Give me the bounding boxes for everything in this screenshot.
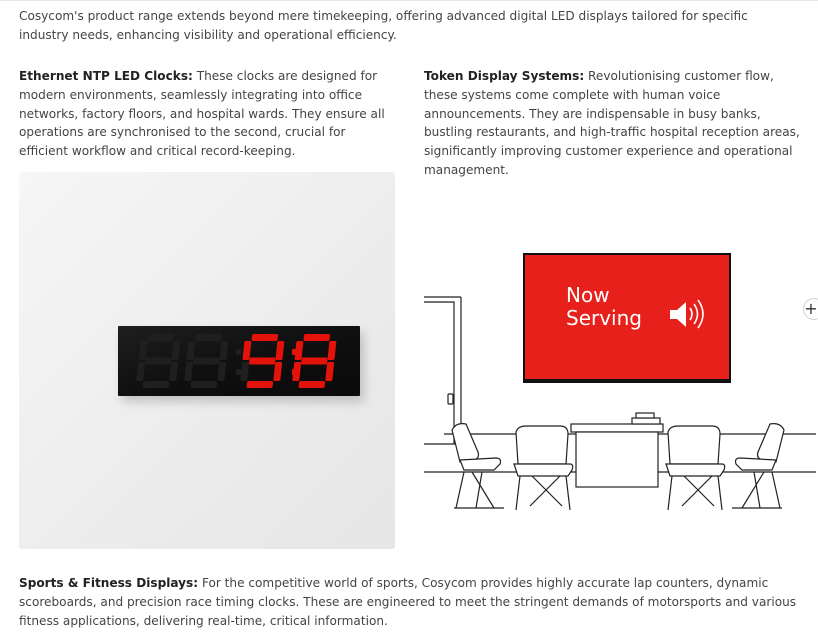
top-divider	[0, 0, 818, 1]
side-expand-button[interactable]: +	[803, 298, 818, 320]
token-display-heading: Token Display Systems:	[424, 69, 585, 83]
sports-fitness-heading: Sports & Fitness Displays:	[19, 576, 199, 590]
clock-colon-dim-1	[236, 349, 241, 355]
led-clock-image	[19, 172, 395, 549]
clock-digit-4-segment-a	[303, 334, 330, 341]
led-clock-device	[118, 326, 360, 396]
ethernet-ntp-clocks-paragraph	[19, 67, 397, 161]
clock-digit-1-segment-g	[145, 358, 172, 365]
screen-line-2: Serving	[566, 306, 642, 330]
sports-fitness-body: For the competitive world of sports, Cosycom provides highly accurate lap counters, dynamic scoreboards, and precision race timing clocks. These are engineered to meet the stringent demands of motorsports and various fitness applications, delivering real-time, critical information.	[19, 576, 797, 628]
clock-colon-lit-2	[292, 369, 297, 375]
led-clock-digits	[118, 326, 360, 396]
clock-colon-lit-1	[292, 349, 297, 355]
ethernet-ntp-clocks-body: These clocks are designed for modern environments, seamlessly integrating into office networks, factory floors, and hospital wards. They ensure all operations are synchronised to the second, crucial for efficient workflow and critical record-keeping.	[19, 69, 385, 159]
clock-digit-1-segment-d	[142, 381, 169, 388]
ethernet-ntp-clocks-heading: Ethernet NTP LED Clocks:	[19, 69, 193, 83]
reception-desk	[571, 413, 663, 487]
sports-fitness-paragraph	[19, 574, 809, 630]
token-display-paragraph	[424, 67, 802, 180]
clock-digit-3-segment-d	[246, 381, 273, 388]
token-display-body: Revolutionising customer flow, these systems come complete with human voice announcements. They are indispensable in busy banks, bustling restaurants, and high-traffic hospital reception areas, significantly improving customer experience and operational management.	[424, 69, 800, 177]
clock-digit-4-segment-g	[301, 358, 328, 365]
screen-line-1: Now	[566, 283, 610, 307]
clock-digit-3-segment-a	[251, 334, 278, 341]
now-serving-screen	[523, 253, 731, 383]
clock-digit-4-segment-d	[298, 381, 325, 388]
clock-digit-2-segment-g	[193, 358, 220, 365]
intro-paragraph: Cosycom's product range extends beyond mere timekeeping, offering advanced digital LED displays tailored for specific industry needs, enhancing visibility and operational efficiency.	[19, 9, 748, 42]
clock-digit-2-segment-d	[190, 381, 217, 388]
clock-digit-1-segment-a	[147, 334, 174, 341]
clock-digit-2-segment-a	[195, 334, 222, 341]
token-display-illustration	[424, 172, 816, 549]
clock-digit-3-segment-g	[249, 358, 276, 365]
clock-colon-dim-2	[236, 369, 241, 375]
